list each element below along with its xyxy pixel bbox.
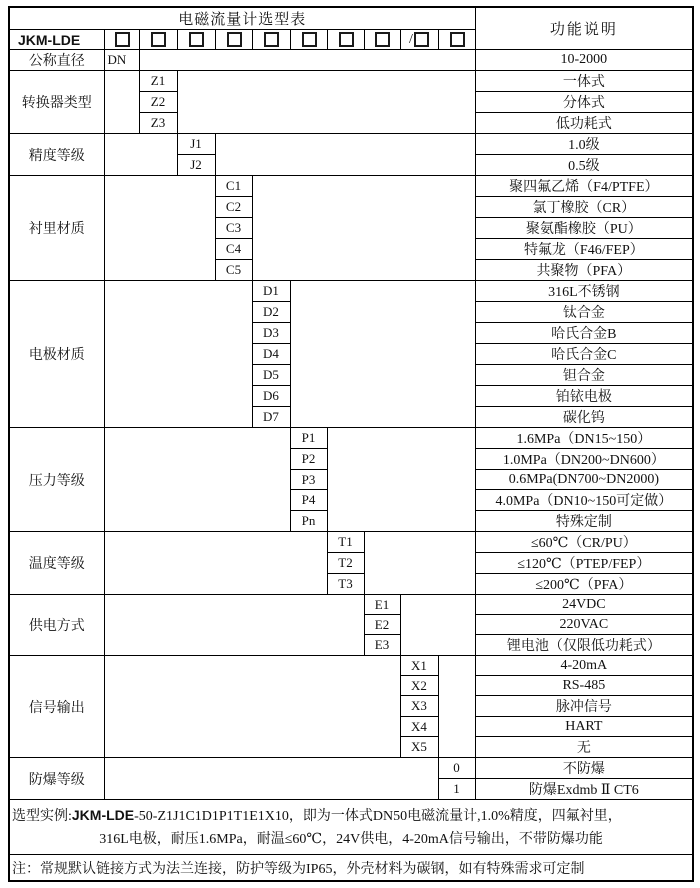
- option-checkbox[interactable]: [450, 32, 465, 47]
- function-header: 功能说明: [475, 7, 693, 50]
- desc-cell: 特殊定制: [475, 511, 693, 532]
- code-cell: Z3: [139, 113, 177, 134]
- code-cell: X2: [400, 676, 438, 696]
- empty-cell: [290, 281, 475, 428]
- code-cell: P4: [290, 490, 327, 511]
- model-slot-cell: [327, 30, 364, 50]
- empty-cell: [252, 176, 475, 281]
- example-label: 选型实例:: [12, 808, 72, 824]
- code-cell: X4: [400, 717, 438, 737]
- row-label-converter-type: 转换器类型: [9, 71, 104, 134]
- model-slot-cell: [290, 30, 327, 50]
- row-label-temperature-class: 温度等级: [9, 532, 104, 595]
- empty-cell: [104, 134, 177, 176]
- desc-cell: 4.0MPa（DN10~150可定做）: [475, 490, 693, 511]
- empty-cell: [104, 758, 438, 800]
- code-cell: J2: [177, 155, 215, 176]
- code-cell: T3: [327, 574, 364, 595]
- desc-cell: 24VDC: [475, 595, 693, 615]
- desc-cell: 铂铱电极: [475, 386, 693, 407]
- empty-cell: [104, 176, 215, 281]
- empty-cell: [215, 134, 475, 176]
- desc-cell: 220VAC: [475, 615, 693, 635]
- model-prefix: JKM-LDE: [9, 30, 104, 50]
- desc-cell: 防爆Exdmb Ⅱ CT6: [475, 779, 693, 800]
- option-checkbox[interactable]: [115, 32, 130, 47]
- desc-cell: 无: [475, 737, 693, 758]
- code-cell: Z2: [139, 92, 177, 113]
- desc-cell: 哈氏合金B: [475, 323, 693, 344]
- desc-cell: RS-485: [475, 676, 693, 696]
- empty-cell: [104, 71, 139, 134]
- option-checkbox[interactable]: [264, 32, 279, 47]
- desc-cell: 低功耗式: [475, 113, 693, 134]
- code-cell: T2: [327, 553, 364, 574]
- code-cell: C1: [215, 176, 252, 197]
- desc-cell: 1.0MPa（DN200~DN600）: [475, 449, 693, 470]
- empty-cell: [104, 281, 252, 428]
- option-checkbox[interactable]: [414, 32, 429, 47]
- code-cell: Pn: [290, 511, 327, 532]
- code-cell: X3: [400, 696, 438, 717]
- empty-cell: [104, 595, 364, 656]
- desc-cell: 特氟龙（F46/FEP）: [475, 239, 693, 260]
- example-line-2: 316L电极，耐压1.6MPa，耐温≤60℃，24V供电，4-20mA信号输出，不带防爆功能: [99, 831, 603, 847]
- desc-cell: 不防爆: [475, 758, 693, 779]
- desc-cell: 10-2000: [475, 50, 693, 71]
- option-checkbox[interactable]: [302, 32, 317, 47]
- code-cell: D5: [252, 365, 290, 386]
- code-cell: DN: [104, 50, 139, 71]
- row-label-power-supply: 供电方式: [9, 595, 104, 656]
- row-label-accuracy-class: 精度等级: [9, 134, 104, 176]
- model-slot-cell: [364, 30, 400, 50]
- desc-cell: ≤120℃（PTEP/FEP）: [475, 553, 693, 574]
- example-text: -50-Z1J1C1D1P1T1E1X10，即为一体式DN50电磁流量计,1.0%精度，四氟衬里，: [134, 808, 622, 824]
- desc-cell: HART: [475, 717, 693, 737]
- desc-cell: 锂电池（仅限低功耗式）: [475, 635, 693, 656]
- example-model-code: JKM-LDE: [71, 806, 135, 823]
- model-slot-cell: [400, 30, 438, 50]
- code-cell: 0: [438, 758, 475, 779]
- desc-cell: 氯丁橡胶（CR）: [475, 197, 693, 218]
- row-label-explosion-proof-class: 防爆等级: [9, 758, 104, 800]
- desc-cell: 钛合金: [475, 302, 693, 323]
- empty-cell: [139, 50, 475, 71]
- code-cell: D6: [252, 386, 290, 407]
- desc-cell: 哈氏合金C: [475, 344, 693, 365]
- option-checkbox[interactable]: [151, 32, 166, 47]
- option-checkbox[interactable]: [339, 32, 354, 47]
- row-label-pressure-class: 压力等级: [9, 428, 104, 532]
- desc-cell: 共聚物（PFA）: [475, 260, 693, 281]
- code-cell: C5: [215, 260, 252, 281]
- code-cell: X5: [400, 737, 438, 758]
- desc-cell: 聚氨酯橡胶（PU）: [475, 218, 693, 239]
- example-line-1: [12, 804, 690, 828]
- desc-cell: 1.6MPa（DN15~150）: [475, 428, 693, 449]
- empty-cell: [364, 532, 475, 595]
- code-cell: C3: [215, 218, 252, 239]
- code-cell: E3: [364, 635, 400, 656]
- option-checkbox[interactable]: [189, 32, 204, 47]
- desc-cell: 0.6MPa(DN700~DN2000): [475, 470, 693, 490]
- desc-cell: 1.0级: [475, 134, 693, 155]
- code-cell: X1: [400, 656, 438, 676]
- desc-cell: 一体式: [475, 71, 693, 92]
- option-checkbox[interactable]: [227, 32, 242, 47]
- empty-cell: [104, 428, 290, 532]
- row-label-nominal-diameter: 公称直径: [9, 50, 104, 71]
- code-cell: C4: [215, 239, 252, 260]
- desc-cell: ≤200℃（PFA）: [475, 574, 693, 595]
- code-cell: E2: [364, 615, 400, 635]
- code-cell: D4: [252, 344, 290, 365]
- empty-cell: [104, 656, 400, 758]
- desc-cell: 碳化钨: [475, 407, 693, 428]
- desc-cell: 0.5级: [475, 155, 693, 176]
- option-checkbox[interactable]: [375, 32, 390, 47]
- code-cell: P3: [290, 470, 327, 490]
- slot-prefix: /: [409, 31, 413, 47]
- empty-cell: [177, 71, 475, 134]
- model-slot-cell: [104, 30, 139, 50]
- row-label-electrode-material: 电极材质: [9, 281, 104, 428]
- empty-cell: [104, 532, 327, 595]
- code-cell: P2: [290, 449, 327, 470]
- empty-cell: [327, 428, 475, 532]
- footnote: 注：常规默认链接方式为法兰连接，防护等级为IP65，外壳材料为碳钢，如有特殊需求可定制: [9, 855, 693, 882]
- desc-cell: 4-20mA: [475, 656, 693, 676]
- code-cell: D2: [252, 302, 290, 323]
- row-label-signal-output: 信号输出: [9, 656, 104, 758]
- row-label-lining-material: 衬里材质: [9, 176, 104, 281]
- code-cell: J1: [177, 134, 215, 155]
- code-cell: E1: [364, 595, 400, 615]
- model-slot-cell: [177, 30, 215, 50]
- empty-cell: [400, 595, 475, 656]
- desc-cell: 脉冲信号: [475, 696, 693, 717]
- desc-cell: 聚四氟乙烯（F4/PTFE）: [475, 176, 693, 197]
- model-slot-cell: [139, 30, 177, 50]
- code-cell: 1: [438, 779, 475, 800]
- table-title: 电磁流量计选型表: [9, 7, 475, 30]
- model-slot-cell: [215, 30, 252, 50]
- code-cell: C2: [215, 197, 252, 218]
- code-cell: D7: [252, 407, 290, 428]
- desc-cell: 钽合金: [475, 365, 693, 386]
- code-cell: T1: [327, 532, 364, 553]
- code-cell: Z1: [139, 71, 177, 92]
- model-slot-cell: [252, 30, 290, 50]
- desc-cell: ≤60℃（CR/PU）: [475, 532, 693, 553]
- empty-cell: [438, 656, 475, 758]
- desc-cell: 316L不锈钢: [475, 281, 693, 302]
- code-cell: D1: [252, 281, 290, 302]
- model-slot-cell: [438, 30, 475, 50]
- desc-cell: 分体式: [475, 92, 693, 113]
- selection-table: [8, 6, 694, 882]
- code-cell: P1: [290, 428, 327, 449]
- selection-example: [9, 800, 693, 855]
- code-cell: D3: [252, 323, 290, 344]
